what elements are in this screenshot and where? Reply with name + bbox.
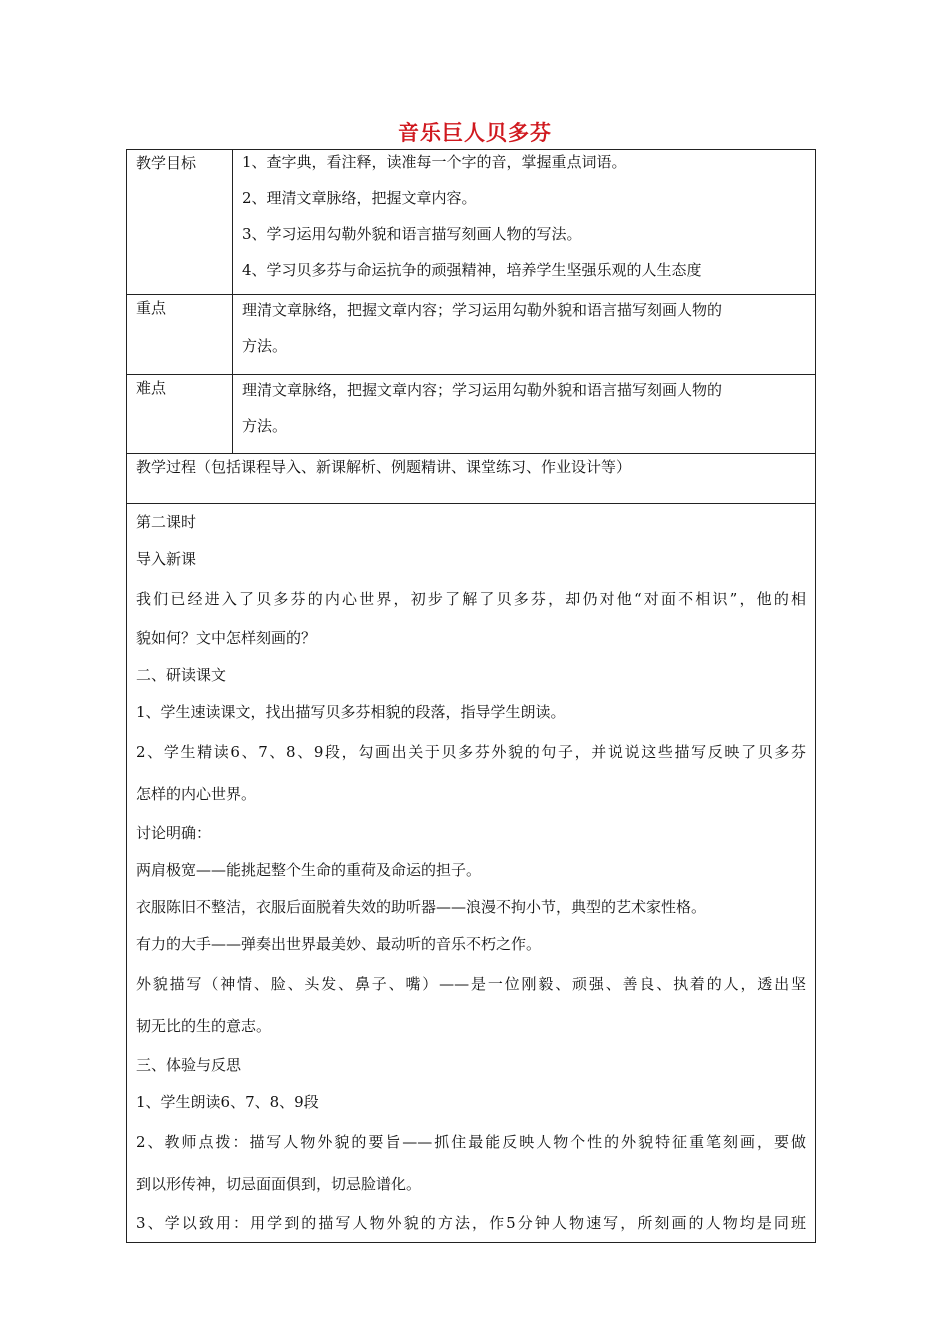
goal-item: 4、学习贝多芬与命运抗争的顽强精神，培养学生坚强乐观的人生态度 (242, 261, 702, 279)
body-line: 韧无比的生的意志。 (136, 1017, 272, 1035)
difficulties-label-cell (127, 375, 233, 454)
teaching-process-header-cell (127, 454, 816, 504)
body-line: 导入新课 (136, 550, 197, 568)
goal-item: 2、理清文章脉络，把握文章内容。 (242, 189, 477, 207)
key-points-text-line: 方法。 (242, 337, 288, 355)
teaching-process-body-cell (127, 504, 816, 1243)
key-points-row (127, 295, 816, 375)
teaching-process-body-row (127, 504, 816, 1243)
difficulties-text-line: 方法。 (242, 417, 288, 435)
key-points-content-cell (233, 295, 816, 375)
body-line: 1、学生速读课文，找出描写贝多芬相貌的段落，指导学生朗读。 (136, 703, 566, 721)
goal-item: 1、查字典，看注释，读准每一个字的音，掌握重点词语。 (242, 153, 627, 171)
body-line: 我们已经进入了贝多芬的内心世界，初步了解了贝多芬，却仍对他“对面不相识”，他的相 (136, 590, 806, 608)
body-line: 衣服陈旧不整洁，衣服后面脱着失效的助听器——浪漫不拘小节，典型的艺术家性格。 (136, 898, 707, 916)
teaching-process-header-row (127, 454, 816, 504)
teaching-goals-label-cell (127, 150, 233, 295)
teaching-process-heading: 教学过程（包括课程导入、新课解析、例题精讲、课堂练习、作业设计等） (136, 458, 632, 476)
body-line: 怎样的内心世界。 (136, 785, 257, 803)
teaching-goals-row (127, 150, 816, 295)
body-line: 讨论明确： (136, 824, 212, 842)
key-points-text-line: 理清文章脉络，把握文章内容；学习运用勾勒外貌和语言描写刻画人物的 (242, 301, 723, 319)
body-line: 二、研读课文 (136, 666, 227, 684)
body-line: 第二课时 (136, 513, 197, 531)
lesson-plan-table (126, 149, 816, 1243)
key-points-label: 重点 (136, 299, 167, 317)
body-line: 2、学生精读6、7、8、9段，勾画出关于贝多芬外貌的句子，并说说这些描写反映了贝多芬 (136, 743, 806, 761)
body-line: 外貌描写（神情、脸、头发、鼻子、嘴）——是一位刚毅、顽强、善良、执着的人，透出坚 (136, 975, 806, 993)
difficulties-text-line: 理清文章脉络，把握文章内容；学习运用勾勒外貌和语言描写刻画人物的 (242, 381, 723, 399)
goal-item: 3、学习运用勾勒外貌和语言描写刻画人物的写法。 (242, 225, 582, 243)
difficulties-row (127, 375, 816, 454)
key-points-label-cell (127, 295, 233, 375)
difficulties-content-cell (233, 375, 816, 454)
teaching-goals-content-cell (233, 150, 816, 295)
body-line: 有力的大手——弹奏出世界最美妙、最动听的音乐不朽之作。 (136, 935, 542, 953)
body-line: 到以形传神，切忌面面俱到，切忌脸谱化。 (136, 1175, 422, 1193)
body-line: 3、学以致用：用学到的描写人物外貌的方法，作5分钟人物速写，所刻画的人物均是同班 (136, 1214, 806, 1232)
teaching-goals-label: 教学目标 (136, 154, 197, 172)
body-line: 三、体验与反思 (136, 1056, 242, 1074)
body-line: 貌如何？文中怎样刻画的？ (136, 629, 317, 647)
document-title: 音乐巨人贝多芬 (398, 120, 552, 145)
difficulties-label: 难点 (136, 379, 167, 397)
body-line: 1、学生朗读6、7、8、9段 (136, 1093, 319, 1111)
body-line: 2、教师点拨：描写人物外貌的要旨——抓住最能反映人物个性的外貌特征重笔刻画，要做 (136, 1133, 806, 1151)
body-line: 两肩极宽——能挑起整个生命的重荷及命运的担子。 (136, 861, 482, 879)
